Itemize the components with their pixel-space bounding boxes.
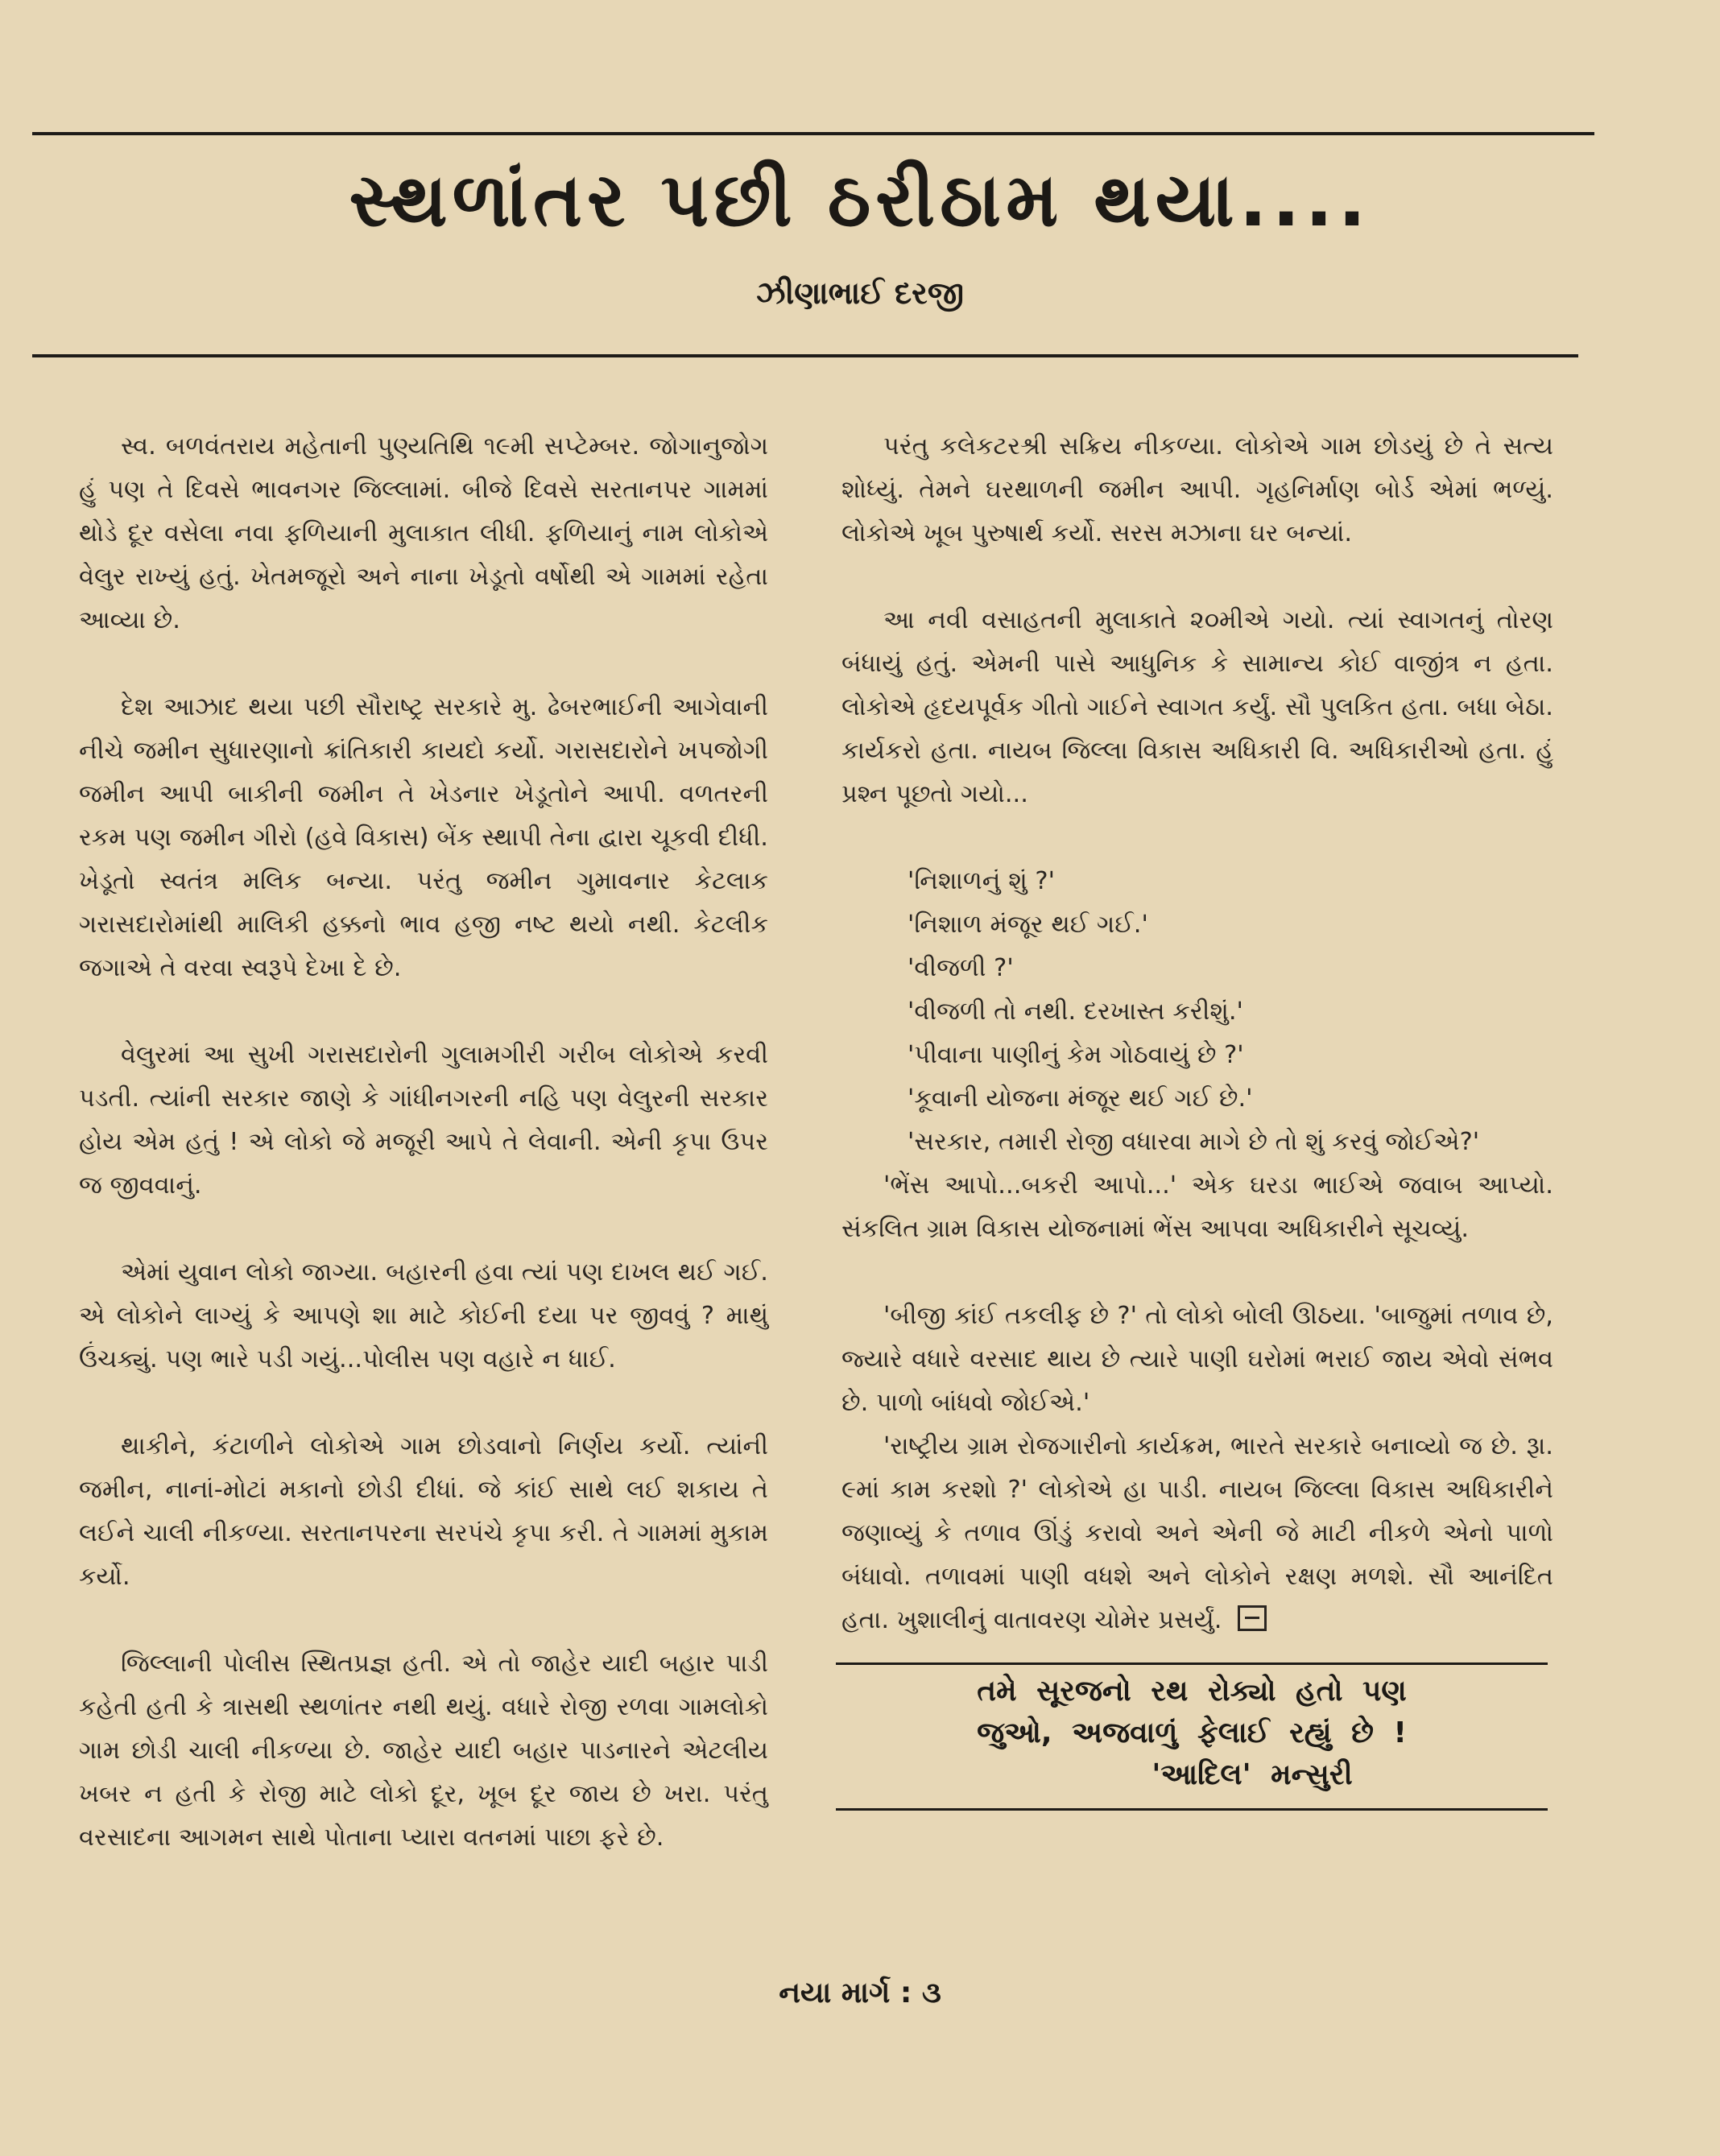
article-title: સ્થળાંતર પછી ઠરીઠામ થયા.... [349, 157, 1371, 243]
poetry-quote [854, 1671, 1530, 1796]
paragraph: સ્વ. બળવંતરાય મહેતાની પુણ્યતિથિ ૧૯મી સપ્ટેમ્બર. જોગાનુજોગ હું પણ તે દિવસે ભાવનગર જિલ્લામાં. બીજે દિવસે સરતાનપર ગામમાં થોડે દૂર વસેલા નવા ફળિયાની મુલાકાત લીધી. ફળિયાનું નામ લોકોએ વેલુર રાખ્યું હતું. ખેતમજૂરો અને નાના ખેડૂતો વર્ષોથી એ ગામમાં રહેતા આવ્યા છે. [79, 432, 768, 634]
right-column [841, 425, 1553, 1642]
quote-top-rule [836, 1662, 1548, 1665]
quote-line: જુઓ, અજવાળું ફેલાઈ રહ્યું છે ! [977, 1716, 1407, 1749]
paragraph: થાકીને, કંટાળીને લોકોએ ગામ છોડવાનો નિર્ણય કર્યો. ત્યાંની જમીન, નાનાં-મોટાં મકાનો છોડી દીધાં. જે કાંઈ સાથે લઈ શકાય તે લઈને ચાલી નીકળ્યા. સરતાનપરના સરપંચે કૃપા કરી. તે ગામમાં મુકામ કર્યો. [79, 1432, 768, 1591]
top-rule [32, 132, 1594, 135]
paragraph: એમાં યુવાન લોકો જાગ્યા. બહારની હવા ત્યાં પણ દાખલ થઈ ગઈ. એ લોકોને લાગ્યું કે આપણે શા માટે કોઈની દયા પર જીવવું ? માથું ઉંચક્યું. પણ ભારે પડી ગયું...પોલીસ પણ વહારે ન ધાઈ. [79, 1258, 768, 1373]
dialogue-line: 'નિશાળ મંજૂર થઈ ગઈ.' [908, 911, 1148, 939]
page-footer: નયા માર્ગ : ૩ [779, 1976, 941, 2009]
dialogue-line: 'નિશાળનું શું ?' [908, 867, 1055, 895]
left-column [79, 425, 768, 1860]
dialogue-line: 'સરકાર, તમારી રોજી વધારવા માગે છે તો શું કરવું જોઈએ?' [908, 1128, 1480, 1156]
dialogue-line: 'વીજળી તો નથી. દરખાસ્ત કરીશું.' [908, 997, 1243, 1026]
paragraph: પરંતુ કલેકટરશ્રી સક્રિય નીકળ્યા. લોકોએ ગામ છોડયું છે તે સત્ય શોધ્યું. તેમને ઘરથાળની જમીન આપી. ગૃહનિર્માણ બોર્ડ એમાં ભળ્યું. લોકોએ ખૂબ પુરુષાર્થ કર્યો. સરસ મઝાના ઘર બન્યાં. [841, 432, 1553, 547]
paragraph: 'બીજી કાંઈ તકલીફ છે ?' તો લોકો બોલી ઊઠયા. 'બાજુમાં તળાવ છે, જ્યારે વધારે વરસાદ થાય છે ત્યારે પાણી ઘરોમાં ભરાઈ જાય એવો સંભવ છે. પાળો બાંધવો જોઈએ.' [841, 1302, 1553, 1417]
dialogue-line: 'કૂવાની યોજના મંજૂર થઈ ગઈ છે.' [908, 1084, 1253, 1113]
paragraph [841, 1425, 1553, 1642]
paragraph: જિલ્લાની પોલીસ સ્થિતપ્રજ્ઞ હતી. એ તો જાહેર યાદી બહાર પાડી કહેતી હતી કે ત્રાસથી સ્થળાંતર નથી થયું. વધારે રોજી રળવા ગામલોકો ગામ છોડી ચાલી નીકળ્યા છે. જાહેર યાદી બહાર પાડનારને એટલીય ખબર ન હતી કે રોજી માટે લોકો દૂર, ખૂબ દૂર જાય છે ખરા. પરંતુ વરસાદના આગમન સાથે પોતાના પ્યારા વતનમાં પાછા ફરે છે. [79, 1650, 768, 1852]
paragraph-text: 'રાષ્ટ્રીય ગ્રામ રોજગારીનો કાર્યક્રમ, ભારતે સરકારે બનાવ્યો જ છે. રૂા. ૯માં કામ કરશો ?' લોકોએ હા પાડી. નાયબ જિલ્લા વિકાસ અધિકારીને જણાવ્યું કે તળાવ ઊંડું કરાવો અને એની જે માટી નીકળે એનો પાળો બંધાવો. તળાવમાં પાણી વધશે અને લોકોને રક્ષણ મળશે. સૌ આનંદિત હતા. ખુશાલીનું વાતાવરણ ચોમેર પ્રસર્યું. [841, 1432, 1553, 1634]
quote-bottom-rule [836, 1808, 1548, 1811]
paragraph: દેશ આઝાદ થયા પછી સૌરાષ્ટ્ર સરકારે મુ. ઢેબરભાઈની આગેવાની નીચે જમીન સુધારણાનો ક્રાંતિકારી કાયદો કર્યો. ગરાસદારોને ખપજોગી જમીન આપી બાકીની જમીન તે ખેડનાર ખેડૂતોને આપી. વળતરની રકમ પણ જમીન ગીરો (હવે વિકાસ) બેંક સ્થાપી તેના દ્વારા ચૂકવી દીધી. ખેડૂતો સ્વતંત્ર મલિક બન્યા. પરંતુ જમીન ગુમાવનાર કેટલાક ગરાસદારોમાંથી માલિકી હક્કનો ભાવ હજી નષ્ટ થયો નથી. કેટલીક જગાએ તે વરવા સ્વરૂપે દેખા દે છે. [79, 693, 768, 982]
header-bottom-rule [32, 354, 1578, 357]
dialogue-list [841, 860, 1553, 1164]
quote-poet: 'આદિલ' મન્સુરી [1151, 1758, 1353, 1791]
quote-line: તમે સૂરજનો રથ રોક્યો હતો પણ [977, 1675, 1407, 1708]
dialogue-line: 'પીવાના પાણીનું કેમ ગોઠવાયું છે ?' [908, 1041, 1244, 1069]
dialogue-line: 'વીજળી ?' [908, 954, 1014, 982]
paragraph: વેલુરમાં આ સુખી ગરાસદારોની ગુલામગીરી ગરીબ લોકોએ કરવી પડતી. ત્યાંની સરકાર જાણે કે ગાંધીનગરની નહિ પણ વેલુરની સરકાર હોય એમ હતું ! એ લોકો જે મજૂરી આપે તે લેવાની. એની કૃપા ઉપર જ જીવવાનું. [79, 1041, 769, 1200]
article-author: ઝીણાભાઈ દરજી [756, 275, 964, 311]
paragraph: આ નવી વસાહતની મુલાકાતે ૨૦મીએ ગયો. ત્યાં સ્વાગતનું તોરણ બંધાયું હતું. એમની પાસે આધુનિક કે સામાન્ય કોઈ વાજીંત્ર ન હતા. લોકોએ હૃદયપૂર્વક ગીતો ગાઈને સ્વાગત કર્યું. સૌ પુલકિત હતા. બધા બેઠા. કાર્યકરો હતા. નાયબ જિલ્લા વિકાસ અધિકારી વિ. અધિકારીઓ હતા. હું પ્રશ્ન પૂછતો ગયો... [841, 606, 1553, 808]
paragraph: 'ભેંસ આપો...બકરી આપો...' એક ઘરડા ભાઈએ જવાબ આપ્યો. સંકલિત ગ્રામ વિકાસ યોજનામાં ભેંસ આપવા અધિકારીને સૂચવ્યું. [841, 1171, 1553, 1243]
end-of-article-icon [1238, 1605, 1267, 1631]
